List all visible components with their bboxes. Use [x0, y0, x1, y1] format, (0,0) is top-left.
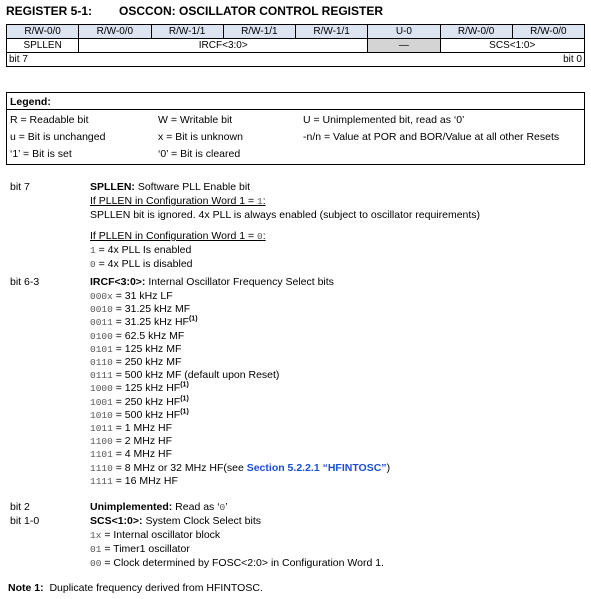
bit-index-row	[7, 53, 585, 67]
ircf-option-code: 000x	[90, 291, 113, 302]
bit10-desc: System Clock Select bits	[142, 515, 261, 527]
ircf-option-text: = 2 MHz HF	[112, 435, 173, 448]
bit2-heading: Unimplemented: Read as ‘0’	[90, 501, 228, 513]
bit7-condition-1-text: SPLLEN bit is ignored. 4x PLL is always enabled (subject to oscillator requirements)	[90, 209, 481, 221]
bit7-label: bit 7	[10, 181, 30, 193]
ircf-option-text: = 125 kHz HF	[112, 382, 181, 395]
ircf-option-code: 0111	[90, 370, 113, 382]
access-bit6: R/W-0/0	[79, 25, 151, 39]
ircf-option	[90, 382, 189, 394]
bit2-name: Unimplemented:	[90, 501, 173, 513]
ircf-option-text: = 31.25 kHz HF	[112, 316, 189, 329]
bit63-desc: Internal Oscillator Frequency Select bits	[145, 276, 334, 288]
legend-set: ‘1’ = Bit is set	[10, 148, 72, 160]
bit63-name: IRCF<3:0>:	[90, 276, 146, 288]
link-close-paren: )	[386, 461, 391, 474]
field-scs: SCS<1:0>	[440, 39, 585, 53]
scs-option	[90, 529, 220, 541]
scs-option-code: 00	[90, 558, 102, 569]
bit10-label: bit 1-0	[10, 515, 40, 527]
footnote-text: Duplicate frequency derived from HFINTOSC.	[49, 582, 263, 594]
ircf-option-code: 1001	[90, 396, 113, 408]
ircf-option	[90, 475, 178, 487]
ircf-option-footnote-ref: (1)	[180, 408, 189, 416]
footnote-label: Note 1:	[8, 582, 44, 594]
access-bit0: R/W-0/0	[512, 25, 584, 39]
ircf-option-footnote-ref: (1)	[188, 315, 198, 323]
ircf-option-code: 1010	[90, 409, 113, 421]
ircf-option-text: = 125 kHz MF	[112, 342, 182, 355]
ircf-option-text: = 4 MHz HF	[112, 448, 173, 461]
register-title	[6, 4, 383, 18]
access-bit1: R/W-0/0	[440, 25, 512, 39]
ircf-option-code: 0101	[90, 343, 113, 355]
ircf-option-text: = 1 MHz HF	[112, 422, 173, 434]
bit7-option-0: 0 = 4x PLL is disabled	[90, 258, 193, 270]
access-bit3: R/W-1/1	[296, 25, 368, 39]
bit7-condition-1: If PLLEN in Configuration Word 1 = 1:	[90, 195, 266, 207]
legend-reset-value: -n/n = Value at POR and BOR/Value at all other Resets	[303, 131, 560, 143]
bit10-name: SCS<1:0>:	[90, 515, 143, 527]
access-bit2: U-0	[368, 25, 440, 39]
ircf-option	[90, 330, 184, 342]
bit-low-label: bit 0	[563, 54, 582, 65]
field-spllen: SPLLEN	[7, 39, 79, 53]
legend-readable: R = Readable bit	[10, 114, 89, 126]
register-id: REGISTER 5-1:	[6, 4, 93, 18]
ircf-option	[90, 435, 172, 447]
ircf-option-text: = 62.5 kHz MF	[112, 329, 185, 342]
scs-option	[90, 543, 190, 555]
bit7-condition-2: If PLLEN in Configuration Word 1 = 0:	[90, 230, 266, 242]
scs-option	[90, 557, 384, 569]
access-bit4: R/W-1/1	[223, 25, 295, 39]
ircf-option-code: 1110	[90, 462, 113, 474]
legend-writable: W = Writable bit	[158, 114, 233, 126]
bit63-heading	[90, 276, 334, 288]
bit2-label: bit 2	[10, 501, 30, 513]
access-bit5: R/W-1/1	[151, 25, 223, 39]
legend-unknown: x = Bit is unknown	[158, 131, 243, 143]
ircf-option	[90, 303, 190, 315]
ircf-option-text: = 31 kHz LF	[112, 290, 173, 302]
legend-box	[6, 92, 585, 165]
bit7-desc: Software PLL Enable bit	[134, 181, 251, 193]
scs-option-text: = Timer1 oscillator	[101, 543, 190, 555]
ircf-option	[90, 462, 390, 474]
ircf-option-footnote-ref: (1)	[180, 381, 189, 389]
ircf-option-text: = 500 kHz HF	[112, 408, 181, 421]
bit7-option-1: 1 = 4x PLL Is enabled	[90, 244, 192, 256]
scs-option-text: = Clock determined by FOSC<2:0> in Configuration Word 1.	[101, 557, 384, 569]
access-bit7: R/W-0/0	[7, 25, 79, 39]
hfintosc-section-link[interactable]: Section 5.2.2.1 “HFINTOSC”	[246, 461, 387, 474]
footnote	[8, 582, 263, 594]
scs-option-code: 1x	[90, 530, 102, 541]
ircf-option-text: = 16 MHz HF	[112, 474, 178, 487]
ircf-option-code: 1100	[90, 436, 113, 448]
bit7-heading	[90, 181, 250, 193]
field-unimplemented: —	[368, 39, 440, 53]
ircf-option	[90, 369, 279, 381]
scs-option-text: = Internal oscillator block	[101, 529, 221, 541]
ircf-option	[90, 448, 172, 460]
ircf-option-text: = 31.25 kHz MF	[112, 303, 191, 316]
register-bit-table	[6, 24, 585, 67]
bit7-name: SPLLEN:	[90, 181, 135, 193]
ircf-option-text: = 500 kHz MF (default upon Reset)	[112, 369, 280, 382]
ircf-option	[90, 396, 189, 408]
ircf-option	[90, 422, 172, 434]
legend-divider	[7, 109, 584, 110]
ircf-option-code: 0010	[90, 304, 113, 316]
ircf-option-text: = 250 kHz HF	[112, 395, 181, 408]
ircf-option-code: 1011	[90, 423, 113, 434]
access-row	[7, 25, 585, 39]
ircf-option-code: 1111	[90, 475, 113, 487]
bit63-label: bit 6-3	[10, 276, 40, 288]
scs-option-code: 01	[90, 544, 102, 555]
ircf-option	[90, 316, 198, 328]
register-name: OSCCON: OSCILLATOR CONTROL REGISTER	[119, 4, 384, 18]
bit10-heading	[90, 515, 261, 527]
legend-unimplemented: U = Unimplemented bit, read as ‘0’	[303, 114, 465, 126]
ircf-option-text: = 250 kHz MF	[112, 356, 182, 368]
ircf-option-code: 1000	[90, 383, 113, 395]
ircf-option	[90, 343, 181, 355]
bit-high-label: bit 7	[9, 54, 28, 65]
legend-unchanged: u = Bit is unchanged	[10, 131, 106, 143]
legend-title: Legend:	[10, 96, 51, 108]
ircf-option	[90, 409, 189, 421]
ircf-option	[90, 356, 181, 368]
ircf-option-code: 0011	[90, 317, 113, 329]
ircf-option-code: 0110	[90, 357, 113, 368]
ircf-option-code: 0100	[90, 330, 113, 342]
legend-cleared: ‘0’ = Bit is cleared	[158, 148, 241, 160]
ircf-option	[90, 290, 173, 302]
ircf-option-code: 1101	[90, 449, 113, 461]
field-ircf: IRCF<3:0>	[79, 39, 368, 53]
ircf-option-text: = 8 MHz or 32 MHz HF(see	[112, 461, 247, 474]
ircf-option-footnote-ref: (1)	[180, 395, 189, 403]
field-row	[7, 39, 585, 53]
